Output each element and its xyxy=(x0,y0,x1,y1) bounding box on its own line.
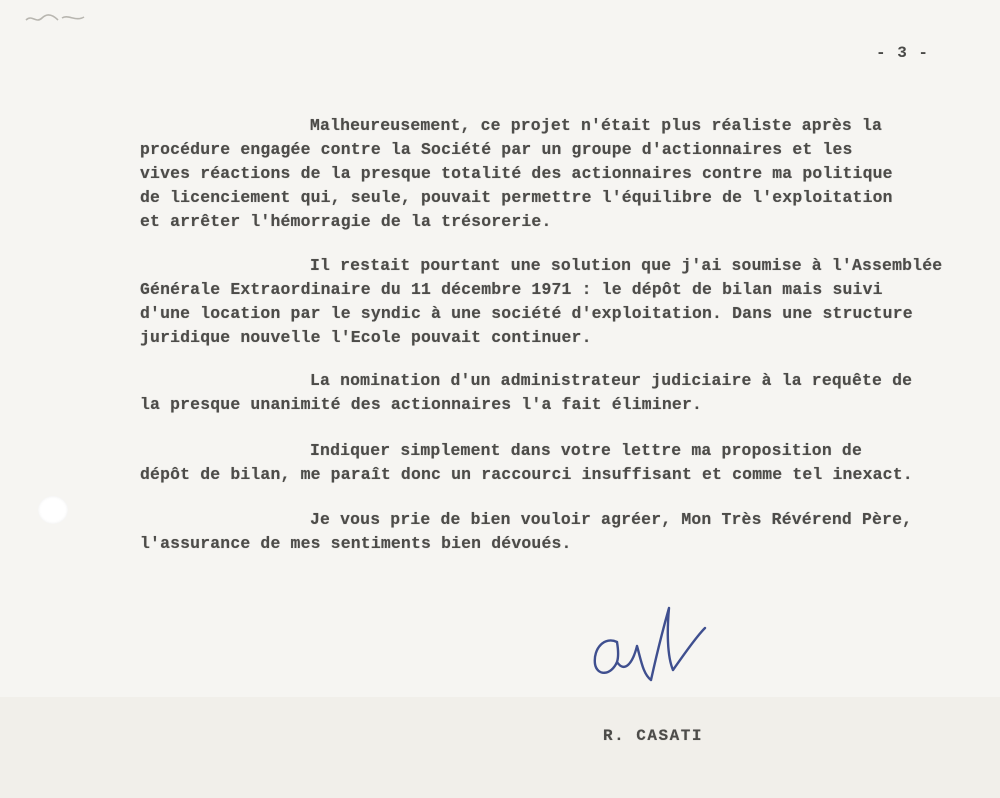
paragraph-1 xyxy=(140,114,940,234)
paragraph-line: Malheureusement, ce projet n'était plus réaliste après la xyxy=(310,116,883,135)
paragraph-4 xyxy=(140,439,940,487)
paragraph-line: dépôt de bilan, me paraît donc un raccourci insuffisant et comme tel inexact. xyxy=(140,465,913,484)
paragraph-line: Je vous prie de bien vouloir agréer, Mon Très Révérend Père, xyxy=(310,510,913,529)
signer-name: R. CASATI xyxy=(603,727,703,745)
paragraph-line: Indiquer simplement dans votre lettre ma proposition de xyxy=(310,441,862,460)
paragraph-line: vives réactions de la presque totalité des actionnaires contre ma politique xyxy=(140,164,893,183)
paragraph-line: Générale Extraordinaire du 11 décembre 1971 : le dépôt de bilan mais suivi xyxy=(140,280,883,299)
corner-stamp-mark xyxy=(22,8,102,28)
paragraph-line: procédure engagée contre la Société par un groupe d'actionnaires et les xyxy=(140,140,853,159)
paragraph-line: l'assurance de mes sentiments bien dévoués. xyxy=(140,534,572,553)
paragraph-line: Il restait pourtant une solution que j'ai soumise à l'Assemblée xyxy=(310,256,943,275)
punch-hole xyxy=(38,496,68,524)
paragraph-line: juridique nouvelle l'Ecole pouvait continuer. xyxy=(140,328,592,347)
paragraph-5 xyxy=(140,508,940,556)
paragraph-line: La nomination d'un administrateur judiciaire à la requête de xyxy=(310,371,913,390)
handwritten-signature xyxy=(585,600,715,690)
paper-bottom-band xyxy=(0,697,1000,798)
paragraph-3 xyxy=(140,369,940,417)
paragraph-line: de licenciement qui, seule, pouvait permettre l'équilibre de l'exploitation xyxy=(140,188,893,207)
paragraph-line: et arrêter l'hémorragie de la trésorerie. xyxy=(140,212,552,231)
paragraph-line: d'une location par le syndic à une société d'exploitation. Dans une structure xyxy=(140,304,913,323)
page-number: - 3 - xyxy=(876,44,930,62)
paragraph-line: la presque unanimité des actionnaires l'a fait éliminer. xyxy=(140,395,703,414)
paragraph-2 xyxy=(140,254,943,350)
